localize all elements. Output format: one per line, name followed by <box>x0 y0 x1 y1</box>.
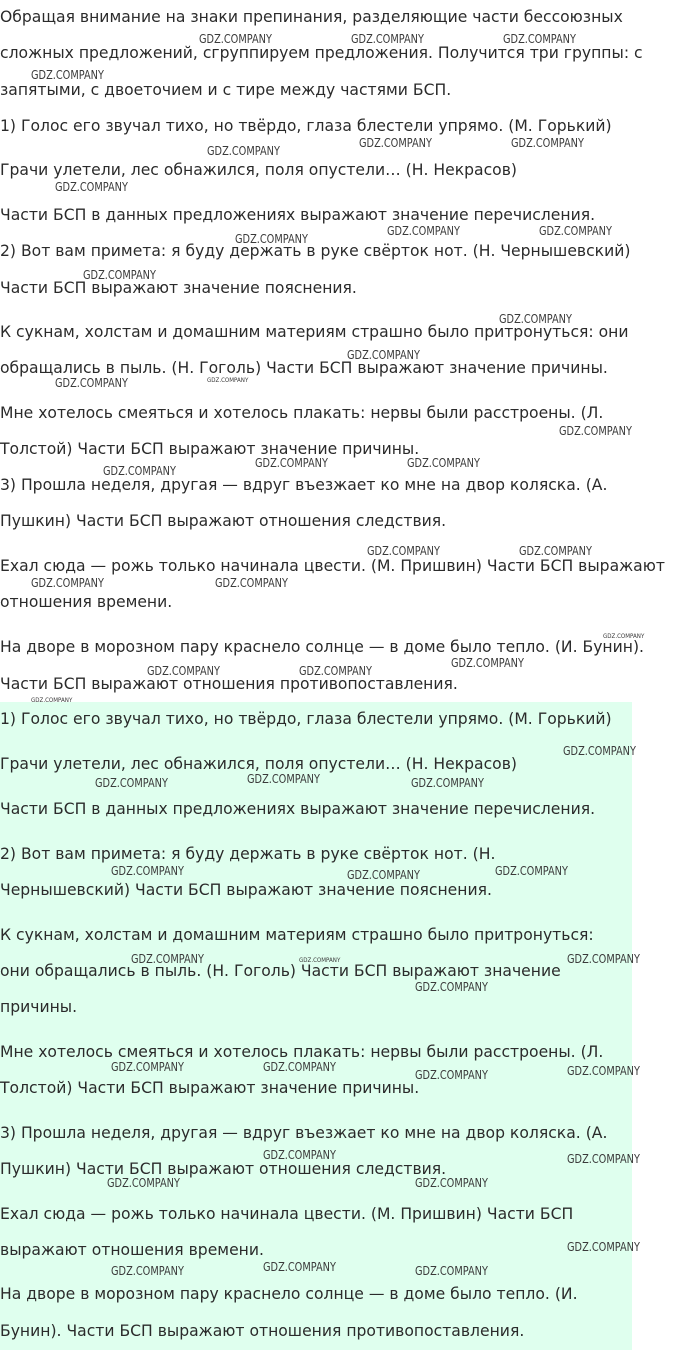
watermark: GDZ.COMPANY <box>567 1239 640 1254</box>
intro-line: сложных предложений, сгруппируем предложения. Получится три группы: с <box>0 44 643 62</box>
answer-line: К сукнам, холстам и домашним материям страшно было притронуться: <box>0 926 594 944</box>
text-line: К сукнам, холстам и домашним материям страшно было притронуться: они <box>0 323 629 341</box>
watermark: GDZ.COMPANY <box>415 979 488 994</box>
answer-line: Мне хотелось смеяться и хотелось плакать: нервы были расстроены. (Л. <box>0 1043 604 1061</box>
watermark: GDZ.COMPANY <box>567 951 640 966</box>
text-line: 3) Прошла неделя, другая — вдруг въезжает ко мне на двор коляска. (А. <box>0 476 608 494</box>
watermark: GDZ.COMPANY <box>415 1263 488 1278</box>
watermark: GDZ.COMPANY <box>539 223 612 238</box>
intro-line: Обращая внимание на знаки препинания, разделяющие части бессоюзных <box>0 8 623 26</box>
text-line: Части БСП выражают значение пояснения. <box>0 279 357 297</box>
intro-line: запятыми, с двоеточием и с тире между частями БСП. <box>0 81 452 99</box>
text-line: 1) Голос его звучал тихо, но твёрдо, глаза блестели упрямо. (М. Горький) <box>0 117 612 135</box>
text-line: Мне хотелось смеяться и хотелось плакать: нервы были расстроены. (Л. <box>0 404 604 422</box>
answer-line: выражают отношения времени. <box>0 1241 264 1259</box>
watermark: GDZ.COMPANY <box>411 775 484 790</box>
watermark: GDZ.COMPANY <box>387 223 460 238</box>
text-line: обращались в пыль. (Н. Гоголь) Части БСП выражают значение причины. <box>0 359 608 377</box>
answer-line: Части БСП в данных предложениях выражают значение перечисления. <box>0 800 596 818</box>
watermark: GDZ.COMPANY <box>215 575 288 590</box>
watermark: GDZ.COMPANY <box>111 1263 184 1278</box>
watermark: GDZ.COMPANY <box>351 31 424 46</box>
answer-line: Чернышевский) Части БСП выражают значение пояснения. <box>0 881 492 899</box>
answer-line: Пушкин) Части БСП выражают отношения следствия. <box>0 1160 447 1178</box>
text-line: отношения времени. <box>0 593 173 611</box>
watermark: GDZ.COMPANY <box>263 1259 336 1274</box>
text-line: Части БСП выражают отношения противопоставления. <box>0 675 458 693</box>
watermark: GDZ.COMPANY <box>415 1175 488 1190</box>
answer-line: 1) Голос его звучал тихо, но твёрдо, глаза блестели упрямо. (М. Горький) <box>0 710 612 728</box>
watermark: GDZ.COMPANY <box>263 1147 336 1162</box>
answer-line: Ехал сюда — рожь только начинала цвести. (М. Пришвин) Части БСП <box>0 1205 574 1223</box>
text-line: Толстой) Части БСП выражают значение причины. <box>0 440 420 458</box>
watermark: GDZ.COMPANY <box>207 376 249 384</box>
watermark: GDZ.COMPANY <box>131 951 204 966</box>
watermark: GDZ.COMPANY <box>103 463 176 478</box>
watermark: GDZ.COMPANY <box>415 1067 488 1082</box>
watermark: GDZ.COMPANY <box>255 455 328 470</box>
watermark: GDZ.COMPANY <box>111 863 184 878</box>
watermark: GDZ.COMPANY <box>235 231 308 246</box>
answer-line: Грачи улетели, лес обнажился, поля опустели… (Н. Некрасов) <box>0 755 517 773</box>
answer-line: причины. <box>0 998 78 1016</box>
answer-line: На дворе в морозном пару краснело солнце — в доме было тепло. (И. <box>0 1285 578 1303</box>
watermark: GDZ.COMPANY <box>263 1059 336 1074</box>
watermark: GDZ.COMPANY <box>559 423 632 438</box>
watermark: GDZ.COMPANY <box>347 347 420 362</box>
answer-line: 2) Вот вам примета: я буду держать в руке свёрток нот. (Н. <box>0 845 496 863</box>
watermark: GDZ.COMPANY <box>567 1151 640 1166</box>
watermark: GDZ.COMPANY <box>247 771 320 786</box>
watermark: GDZ.COMPANY <box>499 311 572 326</box>
watermark: GDZ.COMPANY <box>511 135 584 150</box>
text-line: Пушкин) Части БСП выражают отношения следствия. <box>0 512 447 530</box>
watermark: GDZ.COMPANY <box>107 1175 180 1190</box>
watermark: GDZ.COMPANY <box>31 67 104 82</box>
watermark: GDZ.COMPANY <box>299 956 341 964</box>
answer-line: Толстой) Части БСП выражают значение причины. <box>0 1079 420 1097</box>
watermark: GDZ.COMPANY <box>567 1063 640 1078</box>
watermark: GDZ.COMPANY <box>207 143 280 158</box>
watermark: GDZ.COMPANY <box>495 863 568 878</box>
watermark: GDZ.COMPANY <box>31 696 73 704</box>
watermark: GDZ.COMPANY <box>359 135 432 150</box>
watermark: GDZ.COMPANY <box>83 267 156 282</box>
watermark: GDZ.COMPANY <box>199 31 272 46</box>
text-line: Части БСП в данных предложениях выражают значение перечисления. <box>0 206 596 224</box>
text-line: На дворе в морозном пару краснело солнце — в доме было тепло. (И. Бунин). <box>0 638 644 656</box>
watermark: GDZ.COMPANY <box>407 455 480 470</box>
answer-line: 3) Прошла неделя, другая — вдруг въезжает ко мне на двор коляска. (А. <box>0 1124 608 1142</box>
watermark: GDZ.COMPANY <box>95 775 168 790</box>
watermark: GDZ.COMPANY <box>55 179 128 194</box>
text-line: Грачи улетели, лес обнажился, поля опустели… (Н. Некрасов) <box>0 161 517 179</box>
watermark: GDZ.COMPANY <box>55 375 128 390</box>
watermark: GDZ.COMPANY <box>519 543 592 558</box>
watermark: GDZ.COMPANY <box>503 31 576 46</box>
answer-line: они обращались в пыль. (Н. Гоголь) Части БСП выражают значение <box>0 962 561 980</box>
watermark: GDZ.COMPANY <box>367 543 440 558</box>
watermark: GDZ.COMPANY <box>299 663 372 678</box>
watermark: GDZ.COMPANY <box>451 655 524 670</box>
watermark: GDZ.COMPANY <box>31 575 104 590</box>
text-line: Ехал сюда — рожь только начинала цвести. (М. Пришвин) Части БСП выражают <box>0 557 665 575</box>
watermark: GDZ.COMPANY <box>147 663 220 678</box>
watermark: GDZ.COMPANY <box>111 1059 184 1074</box>
watermark: GDZ.COMPANY <box>603 632 645 640</box>
watermark: GDZ.COMPANY <box>347 867 420 882</box>
watermark: GDZ.COMPANY <box>563 743 636 758</box>
answer-line: Бунин). Части БСП выражают отношения противопоставления. <box>0 1322 525 1340</box>
text-line: 2) Вот вам примета: я буду держать в руке свёрток нот. (Н. Чернышевский) <box>0 242 631 260</box>
